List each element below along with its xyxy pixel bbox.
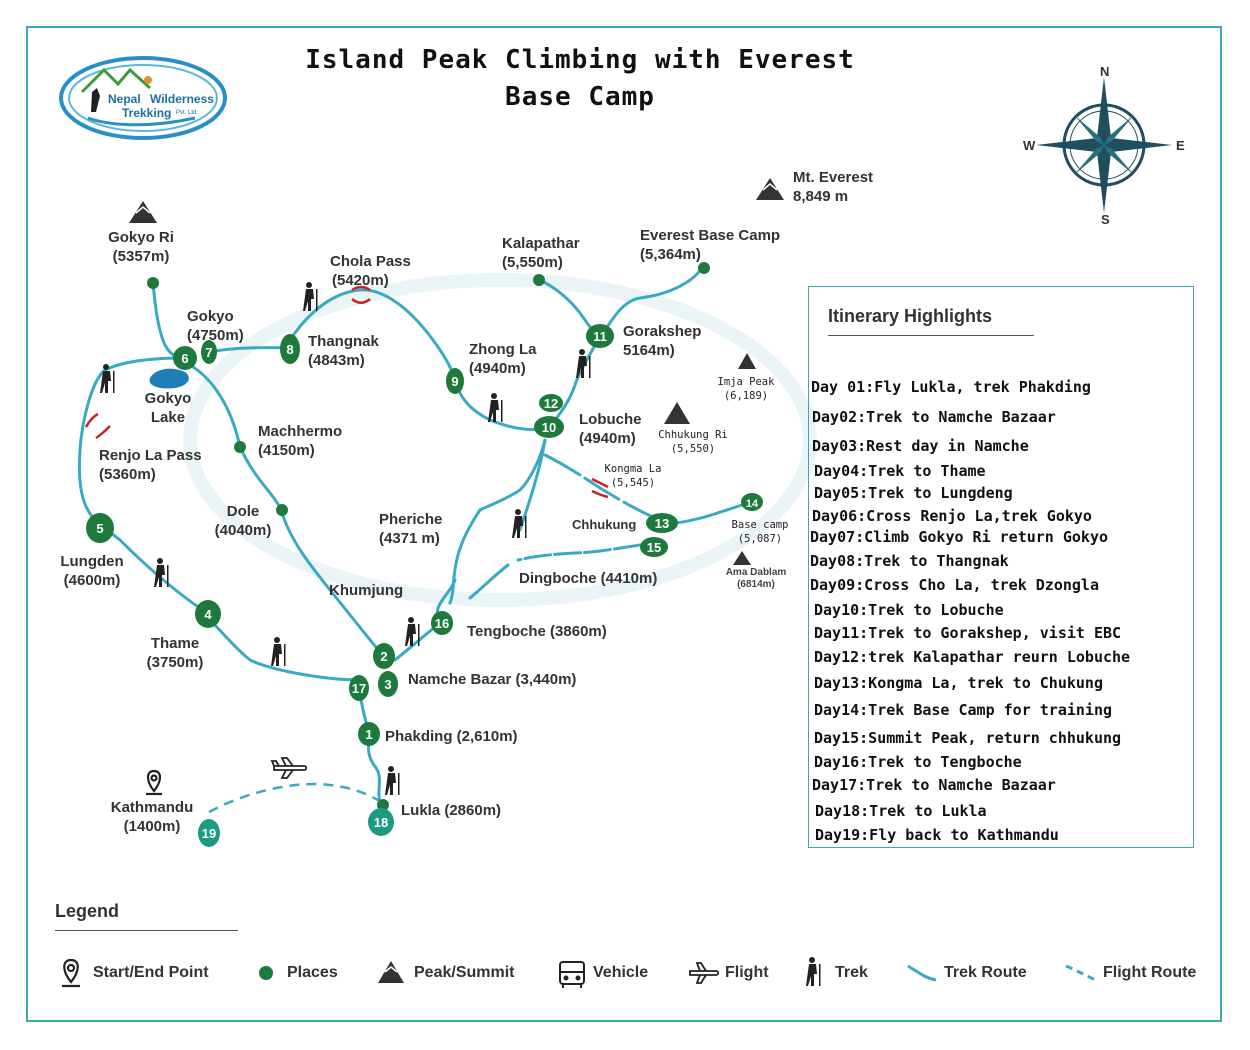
label-ebc: Everest Base Camp (5,364m) — [640, 227, 781, 263]
peak-icon-gokyo-ri — [129, 201, 157, 223]
label-kathmandu: Kathmandu (1400m) — [110, 799, 194, 835]
itinerary-day: Day03:Rest day in Namche — [812, 437, 1029, 455]
label-ama-dablam: Ama Dablam (6814m) — [725, 567, 787, 590]
plane-icon — [272, 758, 306, 778]
legend-pin-icon — [62, 960, 80, 986]
label-namche: Namche Bazar (3,440m) — [408, 671, 577, 688]
compass-rose — [1036, 77, 1172, 213]
itinerary-day: Day06:Cross Renjo La,trek Gokyo — [812, 507, 1092, 525]
node-6 — [173, 346, 197, 370]
label-gokyo: Gokyo (4750m) — [187, 308, 244, 344]
label-kalapathar: Kalapathar (5,550m) — [502, 235, 580, 271]
trek-icon — [576, 349, 591, 378]
gokyo-lake — [150, 369, 189, 389]
node-2 — [373, 643, 395, 669]
svg-text:8: 8 — [286, 342, 294, 357]
node-5 — [86, 513, 114, 543]
svg-text:6: 6 — [181, 351, 189, 366]
svg-text:10: 10 — [541, 420, 557, 435]
itinerary-day: Day 01:Fly Lukla, trek Phakding — [811, 378, 1091, 396]
label-kongma-la: Kongma La (5,545) — [604, 463, 662, 489]
compass-w: W — [1023, 138, 1036, 153]
logo-text: Pvt. Ltd. — [176, 110, 199, 116]
legend-label-flight: Flight — [725, 964, 769, 981]
node-14 — [741, 493, 763, 511]
legend-label-trek: Trek — [835, 964, 868, 981]
node-8 — [280, 334, 300, 364]
itinerary-day: Day04:Trek to Thame — [814, 462, 986, 480]
legend-label-trek-route: Trek Route — [944, 964, 1027, 981]
svg-text:19: 19 — [201, 826, 217, 841]
label-thame: Thame (3750m) — [146, 635, 204, 671]
svg-text:9: 9 — [451, 374, 459, 389]
trek-icon — [385, 766, 400, 795]
itinerary-day: Day07:Climb Gokyo Ri return Gokyo — [810, 528, 1109, 546]
compass-s: S — [1101, 212, 1110, 227]
trek-icon — [488, 393, 503, 422]
node-1 — [358, 722, 380, 746]
svg-text:11: 11 — [593, 329, 607, 344]
location-pin-icon — [146, 771, 162, 794]
itinerary-day: Day17:Trek to Namche Bazaar — [812, 776, 1056, 794]
logo-text: Nepal — [108, 92, 141, 106]
label-lobuche: Lobuche (4940m) — [579, 411, 642, 447]
label-lukla: Lukla (2860m) — [401, 802, 502, 819]
pass-marker-renjo-2 — [96, 426, 110, 438]
legend-peak-icon — [378, 961, 404, 983]
itinerary-title: Itinerary Highlights — [828, 306, 993, 326]
logo-text: Wilderness — [150, 92, 214, 106]
label-khumjung: Khumjung — [329, 582, 404, 599]
legend-flight-route-icon — [1066, 966, 1096, 980]
place-dot-kalapathar — [533, 274, 545, 286]
node-16 — [431, 611, 453, 635]
label-zhong-la: Zhong La (4940m) — [469, 341, 537, 377]
label-dole: Dole (4040m) — [214, 503, 272, 539]
legend-trek-icon — [806, 957, 821, 986]
legend-vehicle-icon — [560, 962, 584, 988]
place-dot-machhermo — [234, 441, 246, 453]
compass-e: E — [1176, 138, 1185, 153]
svg-text:2: 2 — [380, 649, 388, 664]
label-gokyo-ri: Gokyo Ri (5357m) — [108, 229, 174, 265]
legend-label-places: Places — [287, 964, 338, 981]
node-10 — [534, 416, 564, 438]
node-17 — [349, 675, 369, 701]
label-base-camp: Base camp (5,087) — [731, 519, 789, 545]
svg-text:18: 18 — [373, 815, 389, 830]
itinerary-day: Day14:Trek Base Camp for training — [814, 701, 1113, 719]
legend-icons — [62, 957, 1096, 988]
itinerary-day: Day11:Trek to Gorakshep, visit EBC — [814, 624, 1122, 642]
peak-icon-everest — [756, 178, 784, 200]
itinerary-day: Day05:Trek to Lungdeng — [814, 484, 1013, 502]
peak-icon-chhukung-ri — [664, 402, 690, 424]
label-renjo-la: Renjo La Pass (5360m) — [99, 447, 202, 483]
legend-label-start-end: Start/End Point — [93, 964, 209, 981]
itinerary-day: Day10:Trek to Lobuche — [814, 601, 1004, 619]
label-tengboche: Tengboche (3860m) — [467, 623, 607, 640]
itinerary-divider — [828, 335, 1034, 336]
label-everest: Mt. Everest 8,849 m — [793, 169, 874, 205]
label-thangnak: Thangnak (4843m) — [308, 333, 379, 369]
node-18 — [368, 808, 394, 836]
legend-place-icon — [259, 966, 273, 980]
legend-label-flight-route: Flight Route — [1103, 964, 1197, 981]
label-phakding: Phakding (2,610m) — [385, 728, 518, 745]
label-chhukung: Chhukung — [572, 517, 637, 532]
node-15 — [640, 537, 668, 557]
legend-trek-route-icon — [908, 966, 936, 980]
place-dot-gokyo-ri — [147, 277, 159, 289]
pass-marker-renjo — [86, 414, 98, 427]
legend-divider — [55, 930, 238, 931]
logo-text: Trekking — [122, 106, 172, 120]
itinerary-day: Day08:Trek to Thangnak — [810, 552, 1009, 570]
itinerary-day: Day19:Fly back to Kathmandu — [815, 826, 1059, 844]
itinerary-day: Day15:Summit Peak, return chhukung — [814, 729, 1122, 747]
map-title: Island Peak Climbing with Everest Base Camp — [305, 45, 855, 112]
node-12 — [539, 394, 563, 412]
route-gokyori — [153, 283, 185, 358]
label-imja-peak: Imja Peak (6,189) — [717, 376, 775, 402]
route-dingboche-chhukung — [518, 545, 640, 560]
svg-text:5: 5 — [96, 521, 104, 536]
trek-icon — [271, 637, 286, 666]
svg-text:12: 12 — [543, 396, 559, 411]
compass-n: N — [1100, 64, 1110, 79]
label-machhermo: Machhermo (4150m) — [258, 423, 343, 459]
itinerary-day: Day02:Trek to Namche Bazaar — [812, 408, 1056, 426]
label-pheriche: Pheriche (4371 m) — [379, 511, 443, 547]
node-11 — [586, 324, 614, 348]
label-dingboche: Dingboche (4410m) — [519, 570, 658, 587]
svg-text:16: 16 — [434, 616, 450, 631]
itinerary-day: Day16:Trek to Tengboche — [814, 753, 1022, 771]
legend-title: Legend — [55, 901, 120, 921]
flight-route — [209, 784, 381, 812]
node-9 — [446, 368, 464, 394]
node-13 — [646, 513, 678, 533]
svg-text:14: 14 — [745, 498, 759, 510]
svg-text:3: 3 — [384, 677, 392, 692]
itinerary-day: Day09:Cross Cho La, trek Dzongla — [810, 576, 1099, 594]
legend-flight-icon — [690, 963, 718, 983]
svg-text:13: 13 — [654, 516, 670, 531]
node-4 — [195, 600, 221, 628]
label-chhukung-ri: Chhukung Ri (5,550) — [658, 429, 728, 455]
itinerary-day: Day13:Kongma La, trek to Chukung — [814, 674, 1103, 692]
svg-text:1: 1 — [365, 727, 373, 742]
itinerary-day: Day18:Trek to Lukla — [815, 802, 987, 820]
label-gorakshep: Gorakshep 5164m) — [623, 323, 702, 359]
svg-text:15: 15 — [646, 540, 662, 555]
legend-label-vehicle: Vehicle — [593, 964, 649, 981]
svg-text:17: 17 — [351, 681, 367, 696]
legend-label-peak: Peak/Summit — [414, 964, 515, 981]
label-lungden: Lungden (4600m) — [60, 553, 124, 589]
node-3 — [378, 671, 398, 697]
label-gokyo-lake: Gokyo Lake — [144, 390, 192, 426]
label-chola-pass: Chola Pass (5420m) — [330, 253, 411, 289]
itinerary-day: Day12:trek Kalapathar reurn Lobuche — [814, 648, 1131, 666]
svg-text:7: 7 — [205, 345, 213, 360]
svg-text:4: 4 — [204, 607, 212, 622]
peak-icon-ama-dablam — [733, 551, 751, 565]
